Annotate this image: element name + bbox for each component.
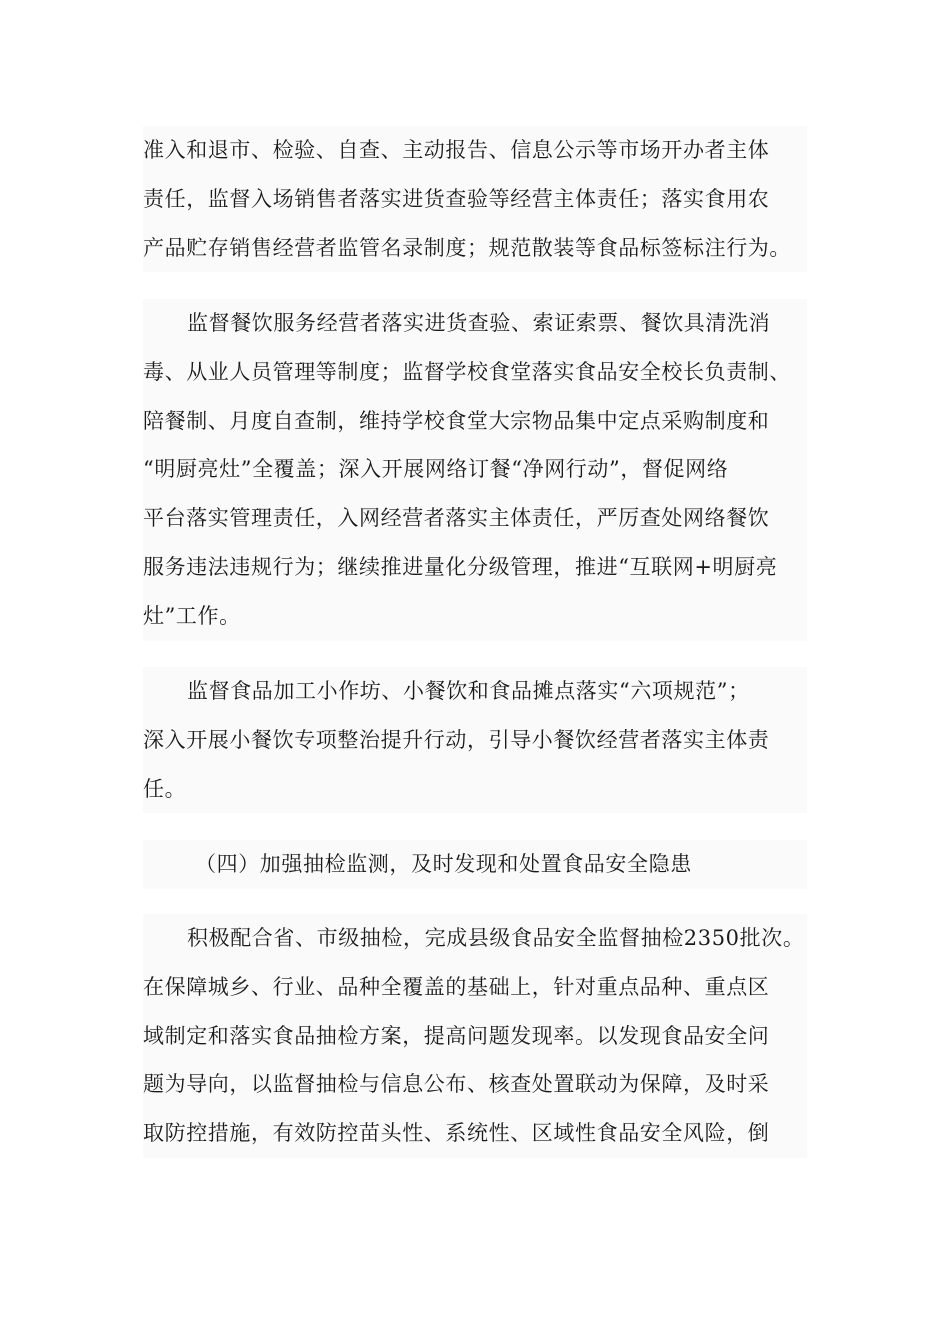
text-line: 监督食品加工小作坊、小餐饮和食品摊点落实“六项规范”； bbox=[187, 679, 750, 703]
text-line: 深入开展小餐饮专项整治提升行动，引导小餐饮经营者落实主体责 bbox=[143, 727, 770, 752]
text-line: “明厨亮灶”全覆盖；深入开展网络订餐“净网行动”，督促网络 bbox=[143, 457, 729, 482]
section-heading bbox=[143, 840, 807, 889]
text-line: 任。 bbox=[143, 776, 187, 801]
paragraph-catering-supervision bbox=[143, 299, 807, 641]
text-line: 在保障城乡、行业、品种全覆盖的基础上，针对重点品种、重点区 bbox=[143, 974, 770, 999]
text-line: 取防控措施，有效防控苗头性、系统性、区域性食品安全风险，倒 bbox=[143, 1121, 770, 1146]
text-line: 积极配合省、市级抽检，完成县级食品安全监督抽检2350批次。 bbox=[187, 926, 805, 950]
text-line: 责任，监督入场销售者落实进货查验等经营主体责任；落实食用农 bbox=[143, 186, 770, 211]
text-line: 平台落实管理责任，入网经营者落实主体责任，严厉查处网络餐饮 bbox=[143, 506, 770, 531]
text-line: 服务违法违规行为；继续推进量化分级管理，推进“互联网+明厨亮 bbox=[143, 554, 778, 579]
text-line: 域制定和落实食品抽检方案，提高问题发现率。以发现食品安全问 bbox=[143, 1023, 770, 1048]
paragraph-small-workshops bbox=[143, 667, 807, 813]
text-line: 灶”工作。 bbox=[143, 603, 241, 628]
paragraph-market-duties bbox=[143, 126, 807, 272]
text-line: 题为导向，以监督抽检与信息公布、核查处置联动为保障，及时采 bbox=[143, 1072, 770, 1097]
text-line: 产品贮存销售经营者监管名录制度；规范散装等食品标签标注行为。 bbox=[143, 235, 791, 260]
section-heading-text: （四）加强抽检监测，及时发现和处置食品安全隐患 bbox=[195, 852, 692, 876]
text-line: 陪餐制、月度自查制，维持学校食堂大宗物品集中定点采购制度和 bbox=[143, 408, 770, 433]
paragraph-sampling-inspection bbox=[143, 914, 807, 1158]
text-line: 准入和退市、检验、自查、主动报告、信息公示等市场开办者主体 bbox=[143, 138, 770, 162]
text-line: 监督餐饮服务经营者落实进货查验、索证索票、餐饮具清洗消 bbox=[187, 311, 771, 335]
text-line: 毒、从业人员管理等制度；监督学校食堂落实食品安全校长负责制、 bbox=[143, 359, 791, 384]
